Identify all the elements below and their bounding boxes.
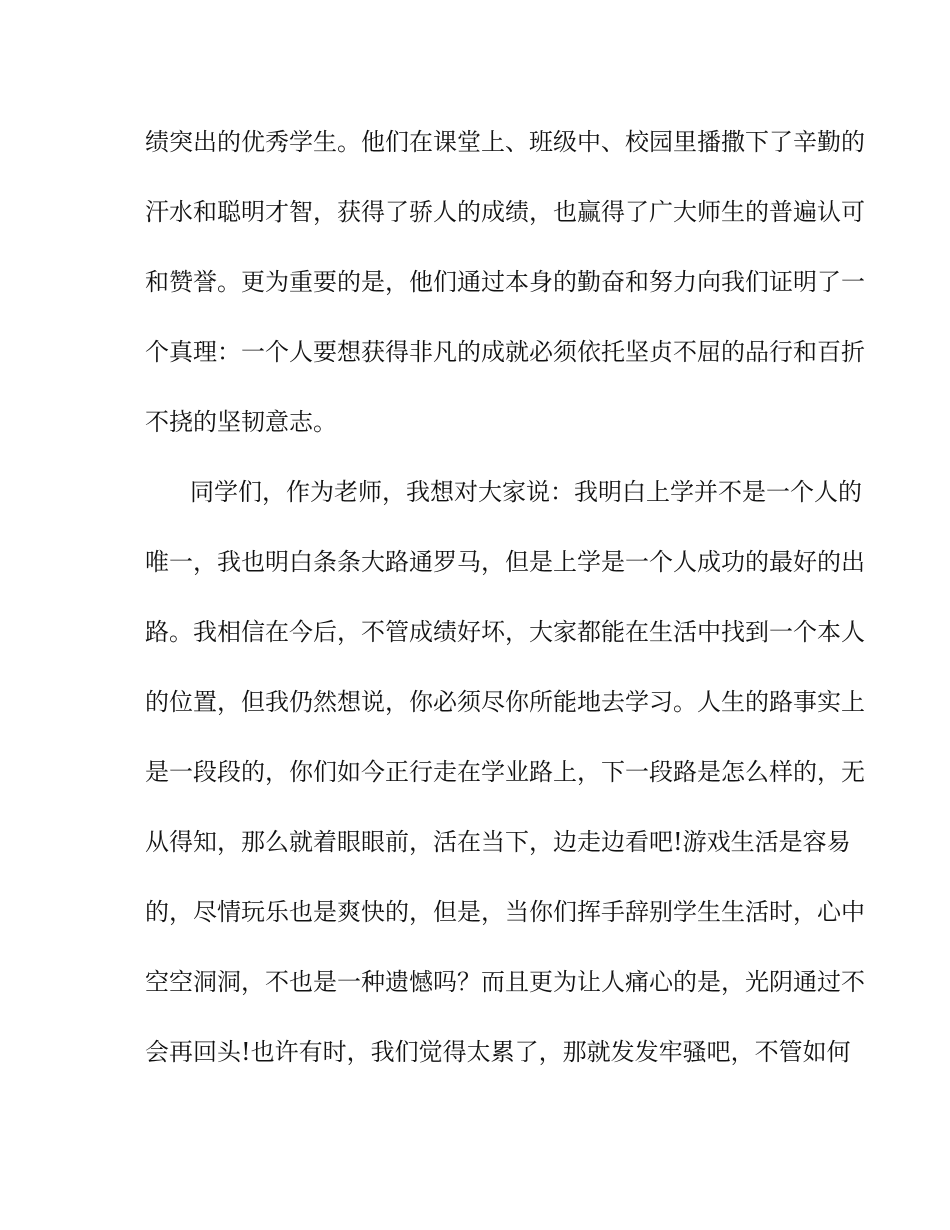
text-line: 汗水和聪明才智，获得了骄人的成绩，也赢得了广大师生的普遍认可 bbox=[145, 198, 865, 226]
text-line: 绩突出的优秀学生。他们在课堂上、班级中、校园里播撒下了辛勤的 bbox=[145, 128, 865, 156]
text-line: 和赞誉。更为重要的是，他们通过本身的勤奋和努力向我们证明了一 bbox=[145, 268, 865, 296]
text-line: 唯一，我也明白条条大路通罗马，但是上学是一个人成功的最好的出 bbox=[145, 548, 865, 576]
text-line: 会再回头!也许有时，我们觉得太累了，那就发发牢骚吧，不管如何 bbox=[145, 1038, 851, 1066]
text-line: 从得知，那么就着眼眼前，活在当下，边走边看吧!游戏生活是容易 bbox=[145, 828, 851, 856]
text-line: 路。我相信在今后，不管成绩好坏，大家都能在生活中找到一个本人 bbox=[145, 618, 865, 646]
text-line: 个真理：一个人要想获得非凡的成就必须依托坚贞不屈的品行和百折 bbox=[145, 338, 865, 366]
text-line: 是一段段的，你们如今正行走在学业路上，下一段路是怎么样的，无 bbox=[145, 758, 865, 786]
text-line: 空空洞洞，不也是一种遗憾吗？而且更为让人痛心的是，光阴通过不 bbox=[145, 968, 865, 996]
text-line: 的，尽情玩乐也是爽快的，但是，当你们挥手辞别学生生活时，心中 bbox=[145, 898, 865, 926]
text-line: 的位置，但我仍然想说，你必须尽你所能地去学习。人生的路事实上 bbox=[145, 688, 865, 716]
text-line: 不挠的坚韧意志。 bbox=[145, 408, 337, 436]
paragraph-first-line: 同学们，作为老师，我想对大家说：我明白上学并不是一个人的 bbox=[190, 478, 862, 506]
